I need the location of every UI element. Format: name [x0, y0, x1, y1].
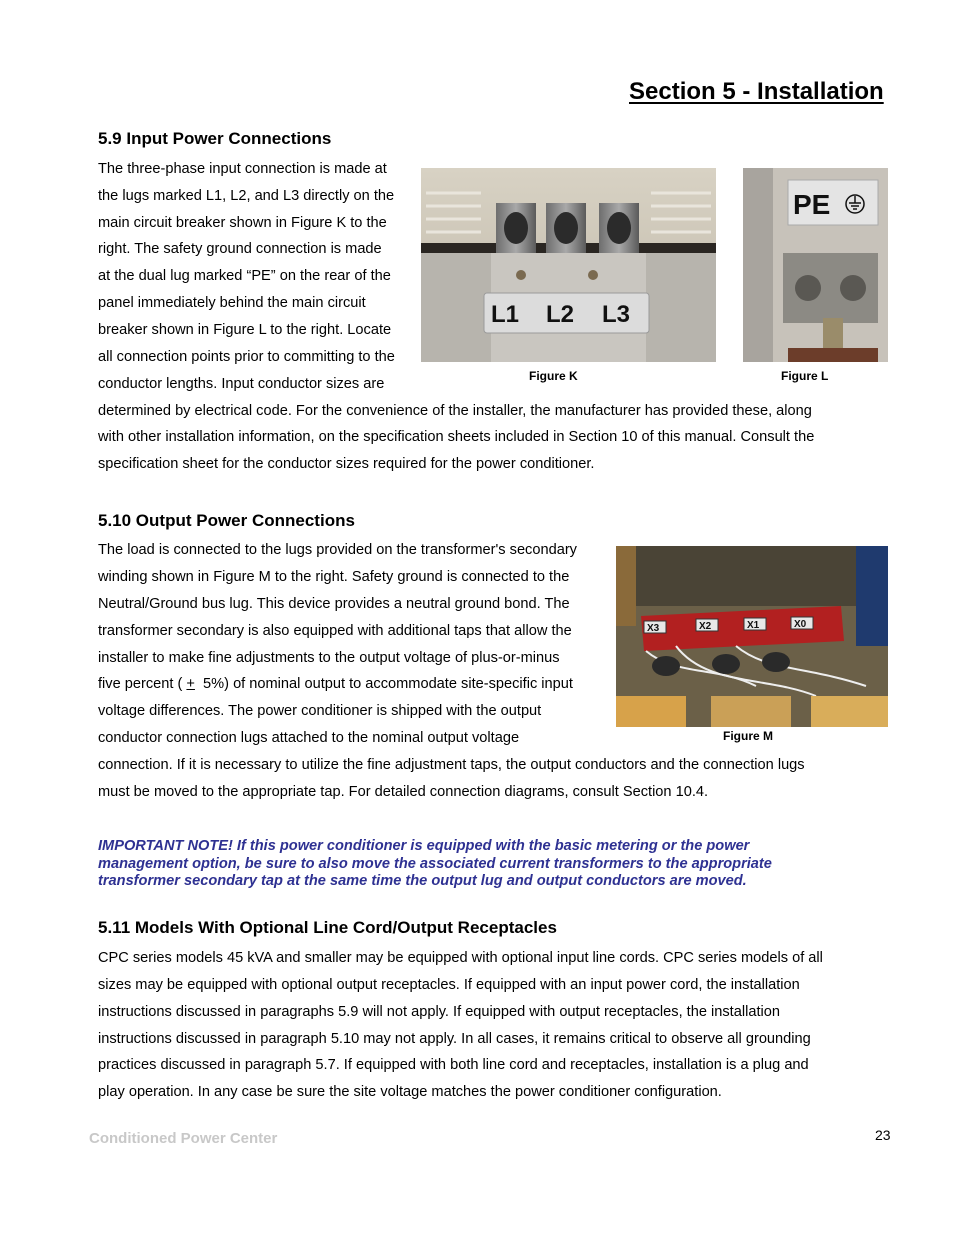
- paragraph-line: transformer secondary is also equipped with additional taps that allow the: [98, 623, 572, 639]
- figure-m-label-x2: X2: [699, 621, 712, 632]
- paragraph-line: all connection points prior to committing to the: [98, 349, 395, 365]
- paragraph-line: Neutral/Ground bus lug. This device provides a neutral ground bond. The: [98, 596, 570, 612]
- paragraph-line: connection. If it is necessary to utilize the fine adjustment taps, the output conductors and the connection lugs: [98, 757, 805, 773]
- paragraph-line: sizes may be equipped with optional output receptacles. If equipped with an input power cord, the installation: [98, 977, 800, 993]
- figure-k-photo: [421, 168, 716, 362]
- figure-l-caption: Figure L: [781, 369, 829, 383]
- paragraph-line: installer to make fine adjustments to the output voltage of plus-or-minus: [98, 650, 560, 666]
- paragraph-line: at the dual lug marked “PE” on the rear of the: [98, 268, 391, 284]
- footer-title: Conditioned Power Center: [89, 1130, 278, 1147]
- paragraph-line: [98, 675, 573, 693]
- paragraph-line: voltage differences. The power conditioner is shipped with the output: [98, 703, 542, 719]
- paragraph-line: instructions discussed in paragraph 5.10 may not apply. In all cases, it remains critical to observe all grounding: [98, 1031, 811, 1047]
- figure-m-caption: Figure M: [723, 729, 773, 743]
- paragraph-line: specification sheet for the conductor sizes required for the power conditioner.: [98, 456, 595, 472]
- paragraph-line: The load is connected to the lugs provided on the transformer's secondary: [98, 542, 577, 558]
- paragraph-line: main circuit breaker shown in Figure K to the: [98, 215, 387, 231]
- figure-l-label: PE: [793, 189, 831, 220]
- figure-k-caption: Figure K: [529, 369, 578, 383]
- paragraph-line: The three-phase input connection is made at: [98, 161, 387, 177]
- text-fragment: five percent (: [98, 676, 187, 692]
- figure-m-label-x0: X0: [794, 619, 807, 630]
- paragraph-line: play operation. In any case be sure the site voltage matches the power conditioner configuration.: [98, 1084, 722, 1100]
- paragraph-line: the lugs marked L1, L2, and L3 directly on the: [98, 188, 395, 204]
- plus-minus-symbol: +: [186, 676, 195, 692]
- heading-5-10: 5.10 Output Power Connections: [98, 511, 355, 530]
- figure-m-photo: [616, 546, 888, 727]
- paragraph-line: right. The safety ground connection is made: [98, 241, 382, 257]
- paragraph-line: CPC series models 45 kVA and smaller may be equipped with optional input line cords. CPC series models of all: [98, 950, 823, 966]
- text-fragment: 5%) of nominal output to accommodate site-specific input: [194, 676, 573, 692]
- figure-l-photo: [743, 168, 888, 362]
- paragraph-line: breaker shown in Figure L to the right. Locate: [98, 322, 392, 338]
- paragraph-line: practices discussed in paragraph 5.7. If equipped with both line cord and receptacles, installation is a plug and: [98, 1057, 809, 1073]
- figure-k-label-l3: L3: [602, 301, 631, 328]
- paragraph-line: determined by electrical code. For the convenience of the installer, the manufacturer has provided these, along: [98, 403, 812, 419]
- page-number: 23: [875, 1127, 891, 1143]
- paragraph-line: must be moved to the appropriate tap. For detailed connection diagrams, consult Section 10.4.: [98, 784, 709, 800]
- figure-k-label-l2: L2: [546, 301, 575, 328]
- section-title: Section 5 - Installation: [629, 78, 884, 105]
- paragraph-line: panel immediately behind the main circuit: [98, 295, 366, 311]
- figure-k-label-l1: L1: [491, 301, 520, 328]
- paragraph-line: conductor lengths. Input conductor sizes are: [98, 376, 385, 392]
- figure-m-label-x1: X1: [747, 620, 760, 631]
- paragraph-line: with other installation information, on the specification sheets included in Section 10 of this manual. Consult the: [98, 429, 815, 445]
- heading-5-9: 5.9 Input Power Connections: [98, 129, 332, 148]
- figure-m-label-x3: X3: [647, 623, 660, 634]
- note-line: IMPORTANT NOTE! If this power conditioner is equipped with the basic metering or the power: [98, 838, 750, 854]
- paragraph-line: conductor connection lugs attached to the nominal output voltage: [98, 730, 520, 746]
- paragraph-line: instructions discussed in paragraphs 5.9 will not apply. If equipped with output receptacles, the installation: [98, 1004, 780, 1020]
- paragraph-line: winding shown in Figure M to the right. Safety ground is connected to the: [98, 569, 570, 585]
- note-line: management option, be sure to also move the associated current transformers to the appropriate: [98, 856, 772, 872]
- heading-5-11: 5.11 Models With Optional Line Cord/Output Receptacles: [98, 918, 557, 937]
- note-line: transformer secondary tap at the same time the output lug and output conductors are moved.: [98, 873, 747, 889]
